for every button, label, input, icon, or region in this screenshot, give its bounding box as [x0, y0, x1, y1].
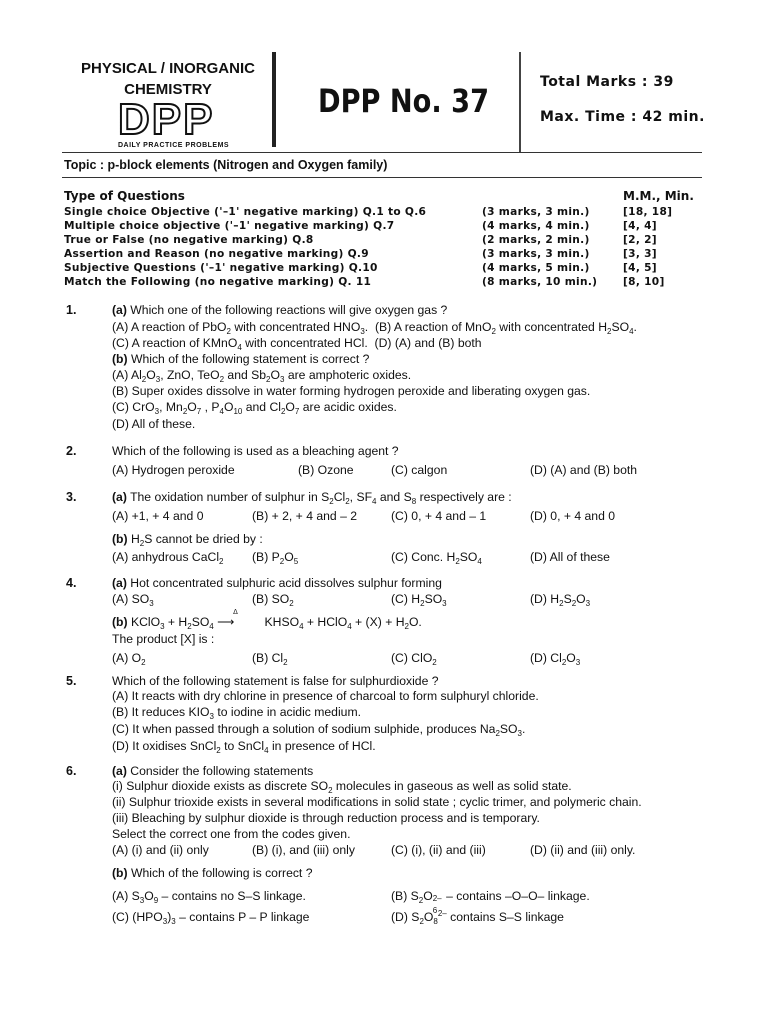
q5-option-c: (C) It when passed through a solution of sodium sulphide, produces $Na_2SO_3$.	[112, 722, 526, 738]
dpp-logo-subtitle: DAILY PRACTICE PROBLEMS	[118, 142, 230, 149]
q6a-option-c: (C) (i), (ii) and (iii)	[391, 843, 486, 857]
q2-option-a: (A) Hydrogen peroxide	[112, 463, 235, 477]
q1b-option-a: (A) $Al_2O_3$, ZnO, TeO$_2$ and $Sb_2O_3$ are amphoteric oxides.	[112, 368, 412, 384]
q3a-option-a: (A) +1, + 4 and 0	[112, 509, 204, 523]
q2-option-d: (D) (A) and (B) both	[530, 463, 638, 477]
qtype-mm-6: [8, 10]	[623, 276, 665, 288]
qtype-row-1: Single choice Objective ('–1' negative marking) Q.1 to Q.6	[64, 206, 427, 218]
q4b-option-d: (D) $Cl_2O_3$	[530, 651, 581, 667]
question-number-3: 3.	[66, 490, 77, 504]
qtype-marks-1: (3 marks, 3 min.)	[482, 206, 590, 218]
header-divider-left	[272, 52, 276, 147]
q5-stem: Which of the following statement is false for sulphurdioxide ?	[112, 674, 439, 688]
q3a-stem: (a) The oxidation number of sulphur in $S_2Cl_2$, $SF_4$ and $S_8$ respectively are :	[112, 490, 512, 506]
q4b-product: The product [X] is :	[112, 632, 215, 646]
q6a-option-b: (B) (i), and (iii) only	[252, 843, 355, 857]
q5-option-b: (B) It reduces $KIO_3$ to iodine in acidic medium.	[112, 705, 361, 721]
q6a-option-a: (A) (i) and (ii) only	[112, 843, 209, 857]
q3a-option-d: (D) 0, + 4 and 0	[530, 509, 616, 523]
q6a-statement-i: (i) Sulphur dioxide exists as discrete $SO_2$ molecules in gaseous as well as solid state.	[112, 779, 572, 795]
q6b-option-d: (D) $S_2O_8^{2-}$ contains S–S linkage	[391, 909, 564, 926]
q1b-option-d: (D) All of these.	[112, 417, 196, 431]
q6b-option-a: (A) $S_3O_9$ – contains no S–S linkage.	[112, 889, 306, 905]
qtype-row-2: Multiple choice objective ('–1' negative marking) Q.7	[64, 220, 395, 232]
q6a-statement-iii: (iii) Bleaching by sulphur dioxide is through reduction process and is temporary.	[112, 811, 540, 825]
q5-option-d: (D) It oxidises SnCl$_2$ to SnCl$_4$ in presence of HCl.	[112, 739, 376, 755]
q6a-option-d: (D) (ii) and (iii) only.	[530, 843, 636, 857]
mm-heading: M.M., Min.	[623, 189, 694, 203]
qtype-marks-3: (2 marks, 2 min.)	[482, 234, 590, 246]
qtype-mm-3: [2, 2]	[623, 234, 657, 246]
q6a-intro-text: Consider the following statements	[130, 764, 314, 778]
total-marks: Total Marks : 39	[540, 74, 674, 90]
q6b-stem: (b) Which of the following is correct ?	[112, 866, 313, 880]
q6b-stem-text: Which of the following is correct ?	[130, 866, 313, 880]
q4a-option-c: (C) $H_2SO_3$	[391, 592, 447, 608]
subject-line-2: CHEMISTRY	[124, 81, 212, 98]
subject-title	[62, 58, 274, 100]
q1a-options-cd: (C) A reaction of KMnO$_4$ with concentrated HCl. (D) (A) and (B) both	[112, 336, 482, 352]
q4b-reaction: (b) KClO$_3$ + $H_2SO_4$ Δ ⟶ $KHSO_4$ + HClO$_4$ + $(X) + H_2O$.	[112, 609, 422, 631]
qtype-row-3: True or False (no negative marking) Q.8	[64, 234, 314, 246]
q6a-statement-ii: (ii) Sulphur trioxide exists in several modifications in solid state ; cyclic trimer, and polymeric chain.	[112, 795, 642, 809]
divider-bottom	[62, 177, 702, 178]
q4b-option-a: (A) $O_2$	[112, 651, 146, 667]
q6b-option-c: (C) $(HPO_3)_3$ – contains P – P linkage	[112, 910, 310, 926]
q4b-option-c: (C) ClO$_2$	[391, 651, 437, 667]
qtype-mm-5: [4, 5]	[623, 262, 657, 274]
q6a-intro: (a) Consider the following statements	[112, 764, 314, 778]
q4a-stem: (a) Hot concentrated sulphuric acid dissolves sulphur forming	[112, 576, 442, 590]
q1b-option-b: (B) Super oxides dissolve in water forming hydrogen peroxide and liberating oxygen gas.	[112, 384, 591, 398]
question-number-4: 4.	[66, 576, 77, 590]
qtype-row-4: Assertion and Reason (no negative marking) Q.9	[64, 248, 369, 260]
qtype-marks-6: (8 marks, 10 min.)	[482, 276, 598, 288]
q3b-option-a: (A) anhydrous CaCl$_2$	[112, 550, 224, 566]
divider-top	[62, 152, 702, 153]
dpp-logo: DPP	[118, 95, 215, 144]
qtype-marks-2: (4 marks, 4 min.)	[482, 220, 590, 232]
qtype-mm-4: [3, 3]	[623, 248, 657, 260]
header-divider-right	[519, 52, 521, 152]
topic: Topic : p-block elements (Nitrogen and Oxygen family)	[64, 158, 388, 172]
q1b-stem: (b) Which of the following statement is correct ?	[112, 352, 370, 366]
q2-stem: Which of the following is used as a bleaching agent ?	[112, 444, 399, 458]
q3b-option-d: (D) All of these	[530, 550, 610, 564]
q3b-stem: (b) $H_2S$ cannot be dried by :	[112, 532, 263, 548]
q4a-option-b: (B) $SO_2$	[252, 592, 294, 608]
q4a-option-d: (D) $H_2S_2O_3$	[530, 592, 591, 608]
q5-option-a: (A) It reacts with dry chlorine in presence of charcoal to form sulphuryl chloride.	[112, 689, 539, 703]
q3a-option-b: (B) + 2, + 4 and – 2	[252, 509, 358, 523]
q2-option-c: (C) calgon	[391, 463, 448, 477]
q3b-option-b: (B) $P_2O_5$	[252, 550, 299, 566]
dpp-number: DPP No. 37	[318, 82, 490, 120]
question-number-2: 2.	[66, 444, 77, 458]
qtype-row-5: Subjective Questions ('–1' negative marking) Q.10	[64, 262, 378, 274]
q4a-option-a: (A) $SO_3$	[112, 592, 154, 608]
qtype-marks-5: (4 marks, 5 min.)	[482, 262, 590, 274]
q6b-option-b: (B) $S_2O$ 2– 6 – contains –O–O– linkage.	[391, 889, 590, 915]
q1a-options-ab: (A) A reaction of PbO$_2$ with concentrated $HNO_3$. (B) A reaction of MnO$_2$ with concentrated $H_2SO_4$.	[112, 320, 637, 336]
qtype-mm-2: [4, 4]	[623, 220, 657, 232]
max-time: Max. Time : 42 min.	[540, 109, 705, 125]
subject-line-1: PHYSICAL / INORGANIC	[81, 60, 255, 77]
q3a-option-c: (C) 0, + 4 and – 1	[391, 509, 487, 523]
question-number-5: 5.	[66, 674, 77, 688]
q2-option-b: (B) Ozone	[298, 463, 354, 477]
q1a-stem: (a) Which one of the following reactions will give oxygen gas ?	[112, 303, 448, 317]
q1b-option-c: (C) CrO$_3$, $Mn_2O_7$ , $P_4O_{10}$ and $Cl_2O_7$ are acidic oxides.	[112, 400, 397, 416]
qtype-mm-1: [18, 18]	[623, 206, 673, 218]
q4b-option-b: (B) $Cl_2$	[252, 651, 288, 667]
qtype-row-6: Match the Following (no negative marking) Q. 11	[64, 276, 372, 288]
question-number-1: 1.	[66, 303, 77, 317]
q6a-select: Select the correct one from the codes given.	[112, 827, 351, 841]
question-number-6: 6.	[66, 764, 77, 778]
question-types-heading: Type of Questions	[64, 189, 185, 203]
q3b-option-c: (C) Conc. $H_2SO_4$	[391, 550, 482, 566]
qtype-marks-4: (3 marks, 3 min.)	[482, 248, 590, 260]
